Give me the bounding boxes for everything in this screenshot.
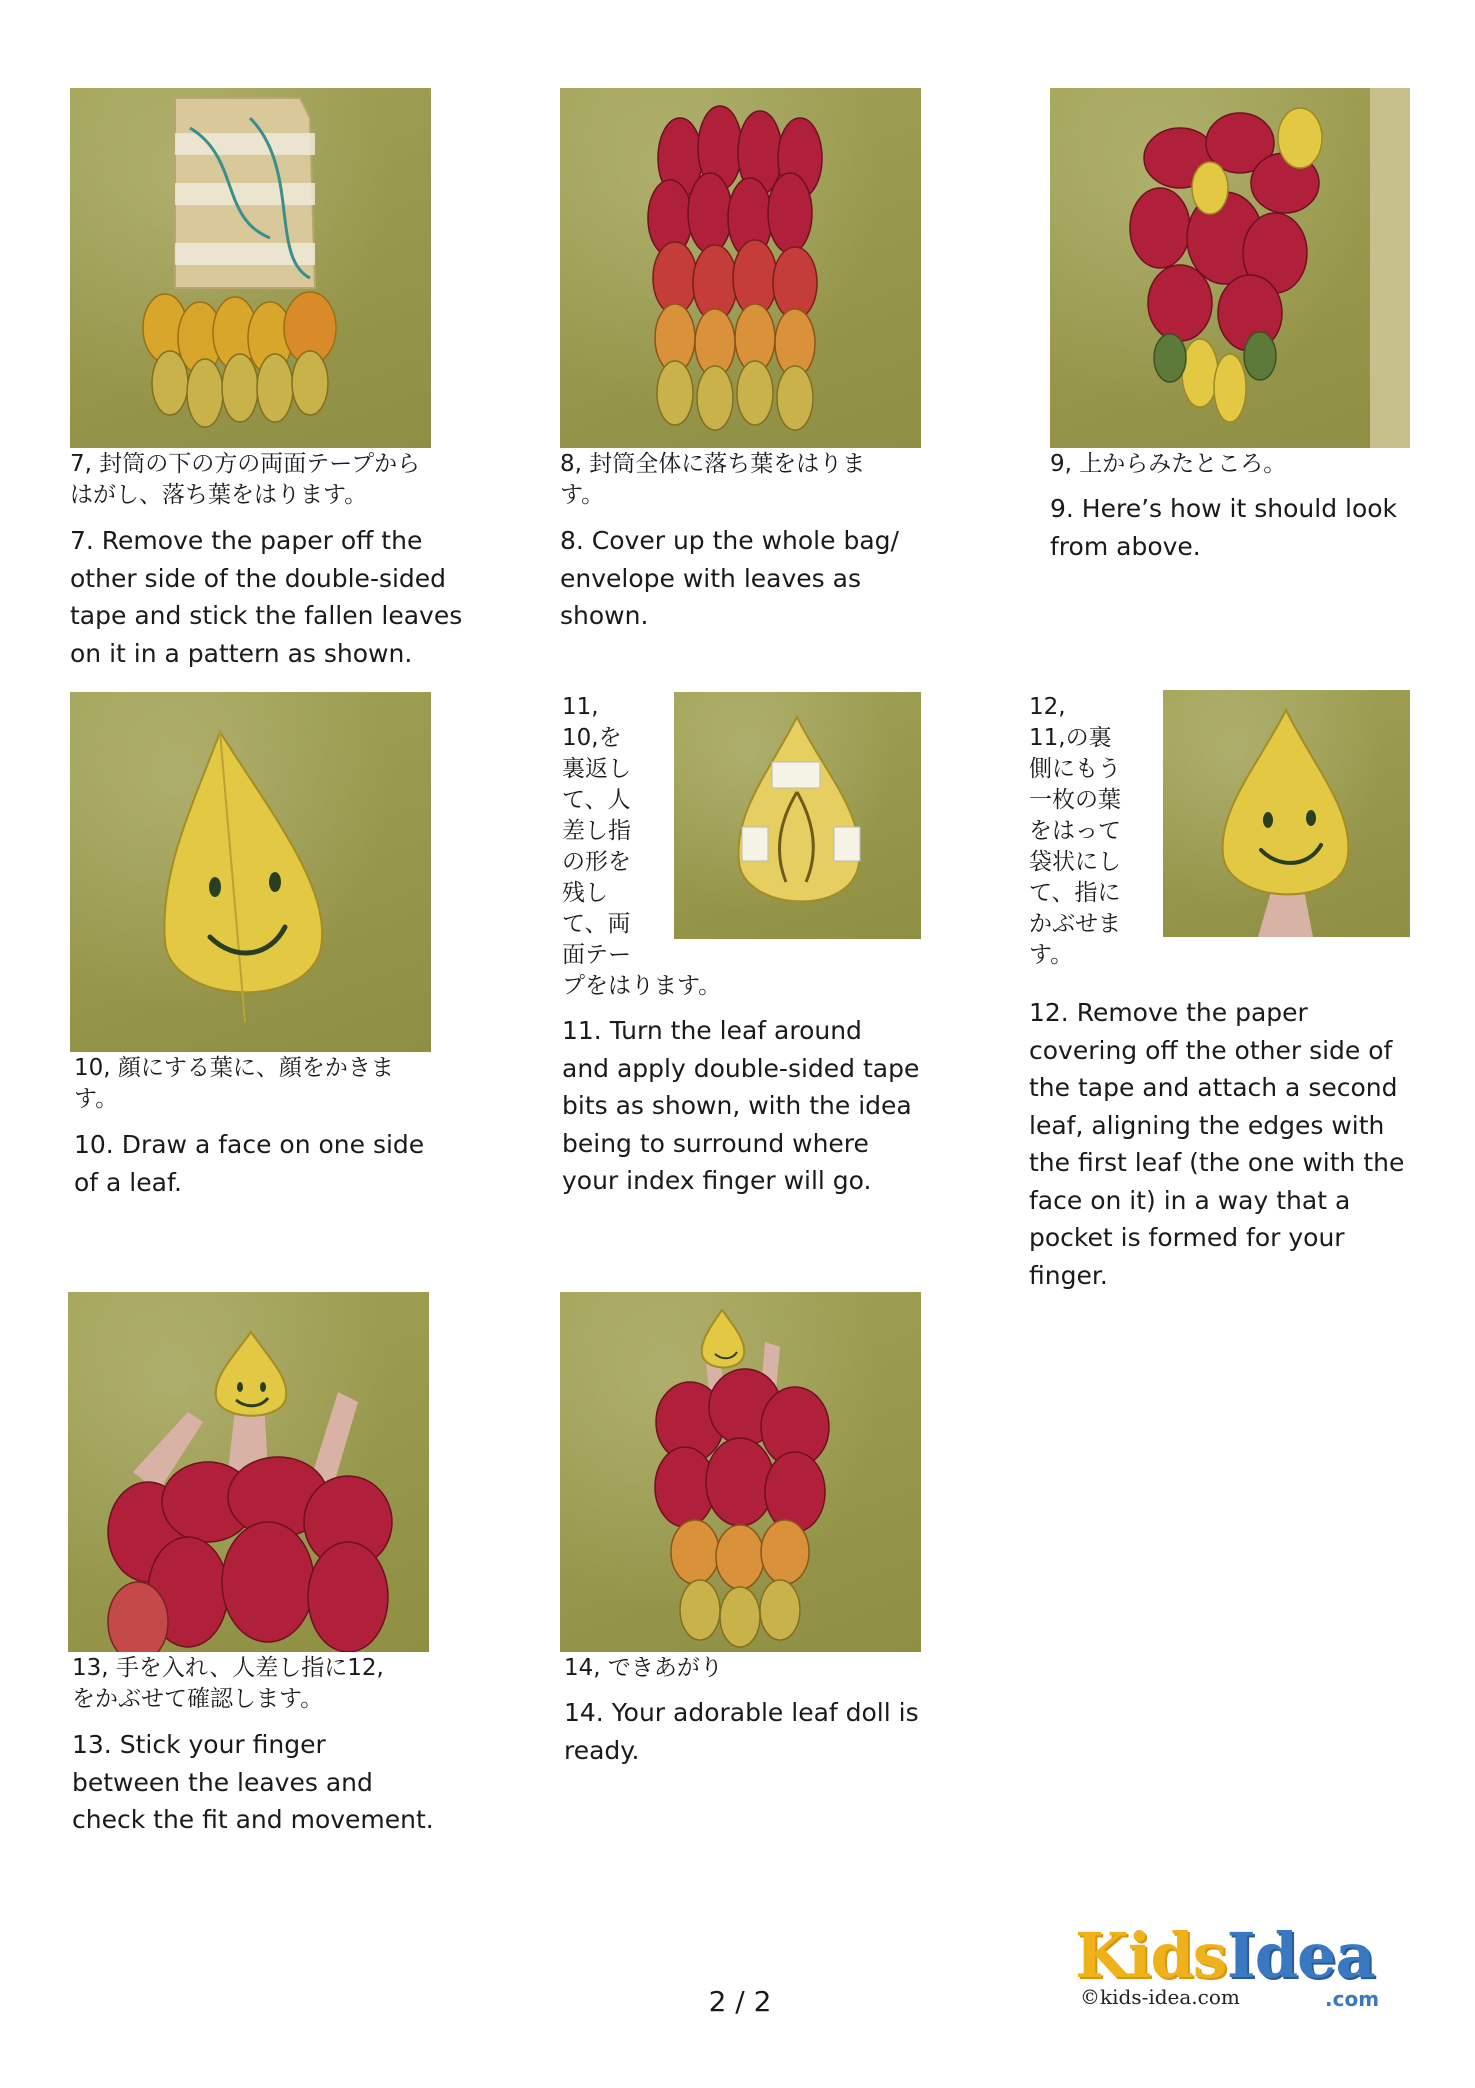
step-12-photo	[1163, 690, 1410, 937]
step-14-en-caption: 14. Your adorable leaf doll is ready.	[564, 1698, 919, 1765]
step-12-jp-caption: 12, 11,の裏 側にもう 一枚の葉 をはって 袋状にし て、指に かぶせま す。	[1029, 694, 1121, 968]
step-14-photo	[560, 1292, 921, 1652]
step-13-photo	[68, 1292, 429, 1652]
step-9-jp-caption: 9, 上からみたところ。	[1050, 451, 1287, 477]
smiley-leaf-illustration	[70, 692, 431, 1052]
step-7-en-caption: 7. Remove the paper off the other side of the double-sided tape and stick the fallen leaves on it in a pattern as shown.	[70, 526, 463, 668]
leaf-on-finger-illustration	[1163, 690, 1410, 937]
step-11-jp-caption: 11, 10,を 裏返し て、人 差し指 の形を 残し て、両 面テー プをはります。	[562, 694, 722, 999]
step-7-jp-caption: 7, 封筒の下の方の両面テープから はがし、落ち葉をはります。	[70, 451, 421, 508]
logo-kids-text: Kids	[1075, 1919, 1227, 1992]
hand-in-doll-illustration	[68, 1292, 429, 1652]
step-14-jp-caption: 14, できあがり	[564, 1655, 723, 1681]
step-7-photo	[70, 88, 431, 448]
step-9-en-caption: 9. Here’s how it should look from above.	[1050, 494, 1398, 561]
step-12-en-caption: 12. Remove the paper covering off the other side of the tape and attach a second leaf, aligning the edges with the first leaf (the one with the face on it) in a way that a pocket is formed for your finger.	[1029, 998, 1405, 1290]
logo-wordmark	[1075, 1919, 1375, 1992]
step-10-en-caption: 10. Draw a face on one side of a leaf.	[74, 1130, 425, 1197]
step-9-photo	[1050, 88, 1410, 448]
step-8-en-caption: 8. Cover up the whole bag/ envelope with leaves as shown.	[560, 526, 899, 630]
step-11-en-caption: 11. Turn the leaf around and apply double-sided tape bits as shown, with the idea being to surround where your index finger will go.	[562, 1016, 920, 1195]
top-view-illustration	[1050, 88, 1410, 448]
step-10-photo	[70, 692, 431, 1052]
logo-com: .com	[1325, 1987, 1380, 2011]
step-11-photo	[674, 692, 921, 939]
logo-url: ©kids-idea.com	[1080, 1985, 1240, 2009]
page-number: 2 / 2	[708, 1985, 772, 2018]
envelope-with-leaves-illustration	[70, 88, 431, 448]
finished-leaf-doll-illustration	[560, 1292, 921, 1652]
taped-leaf-back-illustration	[674, 692, 921, 939]
step-10-jp-caption: 10, 顔にする葉に、顔をかきま す。	[74, 1055, 394, 1112]
step-8-jp-caption: 8, 封筒全体に落ち葉をはりま す。	[560, 451, 866, 508]
step-13-jp-caption: 13, 手を入れ、人差し指に12, をかぶせて確認します。	[72, 1655, 384, 1712]
leaf-covered-envelope-illustration	[560, 88, 921, 448]
kidsidea-logo[interactable]	[1075, 1919, 1395, 2015]
logo-idea-text: Idea	[1226, 1919, 1375, 1992]
step-8-photo	[560, 88, 921, 448]
step-13-en-caption: 13. Stick your finger between the leaves and check the fit and movement.	[72, 1730, 434, 1834]
